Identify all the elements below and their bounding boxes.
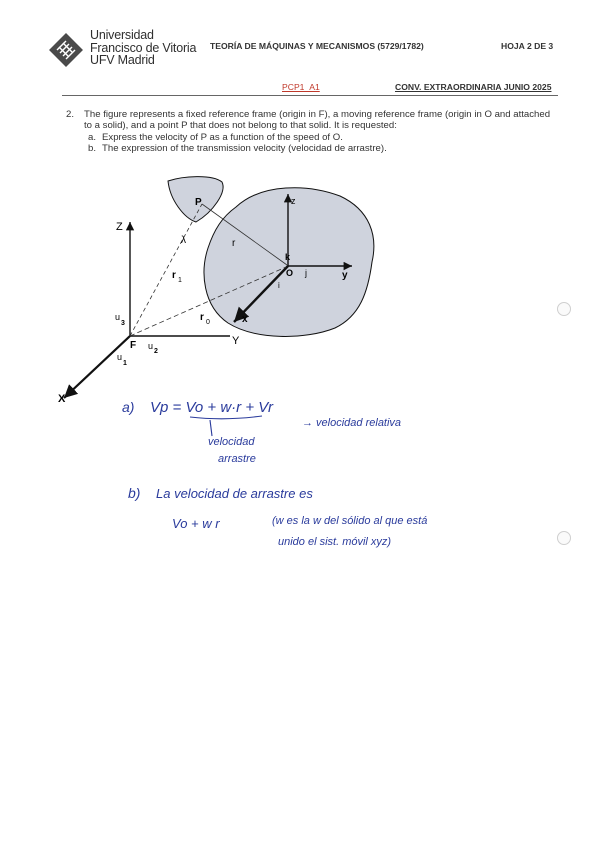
label-u3-sub: 3: [121, 320, 125, 327]
answer-a-under-2: arrastre: [218, 453, 256, 465]
label-z-fixed: Z: [116, 221, 123, 233]
x-fixed-axis: [64, 336, 130, 398]
question-number: 2.: [66, 109, 75, 120]
item-text: The expression of the transmission velocity (velocidad de arrastre).: [102, 143, 387, 155]
answer-b-label: b): [128, 485, 141, 501]
university-line-2: Francisco de Vitoria: [90, 40, 197, 55]
solid-body: [204, 188, 374, 337]
answer-b-paren1: (w es la w del sólido al que está: [272, 515, 428, 527]
vector-r1: [130, 204, 202, 336]
label-k: k: [285, 252, 291, 262]
label-x-moving: x: [242, 314, 248, 325]
item-text: Express the velocity of P as a function of the speed of O.: [102, 131, 343, 143]
label-u3: u: [115, 312, 121, 322]
label-u1: u: [117, 352, 123, 362]
answer-underline: [190, 416, 262, 419]
university-line-1: Universidad: [90, 28, 154, 42]
question-text: The figure represents a fixed reference frame (origin in F), a moving reference frame (origin in O and attached to a solid), and a point P that does not belong to that solid. It is requested:: [84, 109, 551, 132]
label-r1-sub: 1: [178, 277, 182, 284]
label-lambda: λ: [181, 235, 186, 246]
label-r1: r: [172, 270, 176, 281]
label-y-moving: y: [342, 270, 348, 281]
answer-b-paren2: unido el sist. móvil xyz): [278, 536, 392, 548]
label-j: j: [305, 268, 307, 278]
answer-b-line1: La velocidad de arrastre es: [156, 486, 313, 501]
answer-down-arrow: [210, 420, 212, 436]
answer-a-equation: Vp = Vo + w·r + Vr: [150, 399, 273, 416]
punch-hole-top: [557, 302, 571, 316]
label-x-fixed: X: [58, 393, 66, 405]
label-o: O: [286, 268, 294, 278]
university-line-3: UFV Madrid: [90, 53, 155, 67]
answer-a-relative-note: → velocidad relativa: [302, 417, 402, 429]
exam-session: CONV. EXTRAORDINARIA JUNIO 2025: [395, 82, 552, 92]
label-u2: u: [148, 341, 154, 351]
label-r: r: [232, 238, 236, 249]
answer-a-under-1: velocidad: [208, 436, 255, 448]
label-r0-sub: 0: [206, 319, 210, 326]
answer-a-label: a): [122, 399, 135, 415]
item-letter: a.: [88, 131, 97, 143]
label-r0: r: [200, 312, 204, 323]
sheet-number: HOJA 2 DE 3: [501, 41, 554, 51]
course-title: TEORÍA DE MÁQUINAS Y MECANISMOS (5729/1782): [210, 41, 424, 51]
answer-b-expr: Vo + w r: [172, 516, 220, 531]
label-p: P: [195, 197, 202, 208]
label-u1-sub: 1: [123, 360, 127, 367]
exam-code: PCP1_A1: [282, 82, 320, 92]
label-z-moving: z: [291, 196, 296, 206]
item-letter: b.: [88, 143, 97, 155]
label-y-fixed: Y: [232, 335, 240, 347]
label-u2-sub: 2: [154, 348, 158, 355]
label-f: F: [130, 340, 137, 351]
punch-hole-bottom: [557, 531, 571, 545]
label-i: i: [278, 281, 280, 290]
